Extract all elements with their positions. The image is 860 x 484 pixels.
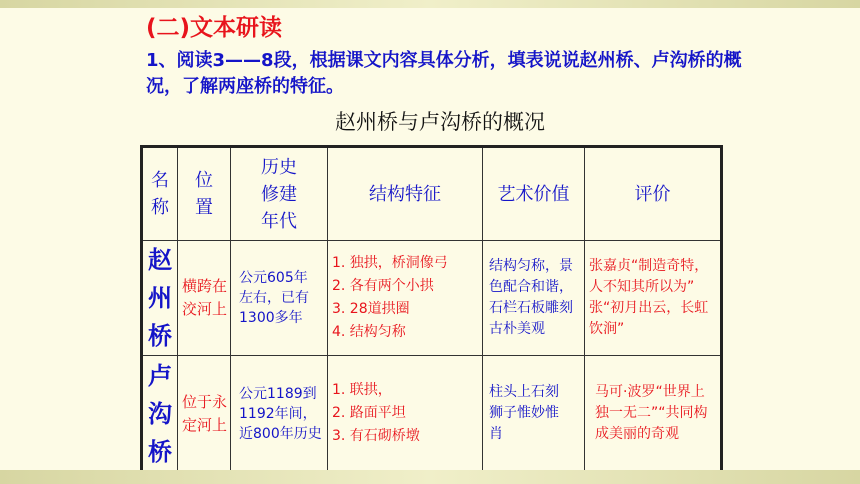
art-value-lugou: 柱头上石刻狮子惟妙惟肖 — [483, 356, 585, 473]
review-zhaozhou: 张嘉贞“制造奇特，人不知其所以为” 张“初月出云，长虹饮涧” — [585, 241, 722, 356]
structure-item: 3. 有石砌桥墩 — [332, 428, 420, 444]
structure-item: 3. 28道拱圈 — [332, 301, 410, 317]
bridge-name-lugou: 卢沟桥 — [142, 356, 178, 473]
era-lugou: 公元1189到1192年间，近800年历史 — [231, 356, 328, 473]
bottom-decor-band — [0, 470, 860, 484]
era-zhaozhou: 公元605年左右，已有1300多年 — [231, 241, 328, 356]
location-lugou: 位于永定河上 — [178, 356, 231, 473]
structure-item: 2. 路面平坦 — [332, 405, 406, 421]
table-row-lugou — [142, 356, 722, 473]
header-era: 历史修建年代 — [231, 147, 328, 241]
bridge-overview-table — [140, 145, 723, 474]
table-title: 赵州桥与卢沟桥的概况 — [335, 110, 545, 134]
table-row-zhaozhou — [142, 241, 722, 356]
structure-item: 1. 联拱， — [332, 382, 392, 398]
task-instruction: 1、阅读3——8段，根据课文内容具体分析，填表说说赵州桥、卢沟桥的概况，了解两座桥的特征。 — [146, 50, 742, 97]
header-art: 艺术价值 — [483, 147, 585, 241]
bridge-name-zhaozhou: 赵州桥 — [142, 241, 178, 356]
top-decor-band — [0, 0, 860, 8]
table-header-row — [142, 147, 722, 241]
art-value-zhaozhou: 结构匀称，景色配合和谐，石栏石板雕刻古朴美观 — [483, 241, 585, 356]
structure-item: 1. 独拱，桥洞像弓 — [332, 255, 448, 271]
structure-zhaozhou — [328, 241, 483, 356]
structure-item: 4. 结构匀称 — [332, 324, 406, 340]
header-name: 名称 — [142, 147, 178, 241]
header-structure: 结构特征 — [328, 147, 483, 241]
structure-lugou — [328, 356, 483, 473]
header-location: 位置 — [178, 147, 231, 241]
location-zhaozhou: 横跨在洨河上 — [178, 241, 231, 356]
review-lugou: 马可·波罗“世界上独一无二”“共同构成美丽的奇观 — [585, 356, 722, 473]
structure-item: 2. 各有两个小拱 — [332, 278, 434, 294]
header-review: 评价 — [585, 147, 722, 241]
section-heading: (二)文本研读 — [146, 15, 283, 41]
